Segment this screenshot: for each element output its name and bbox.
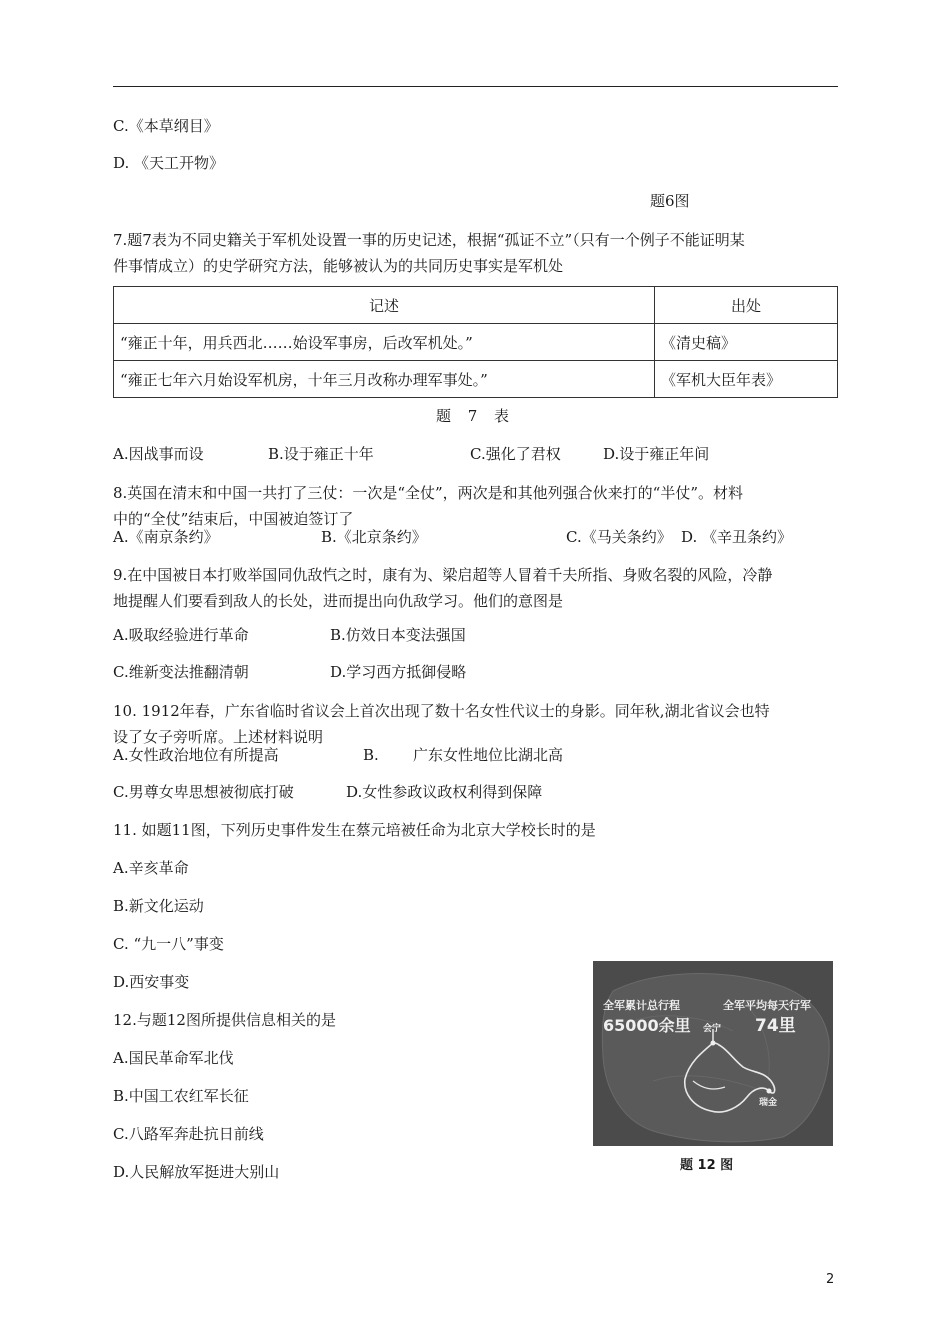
q11-option-b: B.新文化运动 <box>113 897 204 915</box>
q8-option-b: B.《北京条约》 <box>321 528 427 546</box>
q7-stem <box>113 227 838 279</box>
q10-option-a: A.女性政治地位有所提高 <box>113 746 279 764</box>
q12-stem: 12.与题12图所提供信息相关的是 <box>113 1011 336 1029</box>
table-header-record: 记述 <box>114 287 655 324</box>
map-place-huining: 会宁 <box>703 1024 722 1034</box>
q8-option-d: D. 《辛丑条约》 <box>681 528 793 546</box>
q8-option-c: C.《马关条约》 <box>566 528 672 546</box>
q6-option-c: C.《本草纲目》 <box>113 117 219 135</box>
q9-stem <box>113 562 838 614</box>
q6-option-d: D. 《天工开物》 <box>113 154 225 172</box>
q9-option-c: C.维新变法推翻清朝 <box>113 663 249 681</box>
q9-option-a: A.吸取经验进行革命 <box>113 626 249 644</box>
q7-stem-line1: 7.题7表为不同史籍关于军机处设置一事的历史记述，根据“孤证不立”（只有一个例子不能证明某 <box>113 231 745 249</box>
q8-stem <box>113 480 838 532</box>
map-value-total: 65000余里 <box>603 1016 691 1035</box>
q12-map-figure <box>593 961 833 1146</box>
q12-option-b: B.中国工农红军长征 <box>113 1087 249 1105</box>
q9-stem-line1: 9.在中国被日本打败举国同仇敌忾之时，康有为、梁启超等人冒着千夫所指、身败名裂的风险，冷静 <box>113 566 773 584</box>
q9-option-b: B.仿效日本变法强国 <box>330 626 466 644</box>
map-value-daily: 74里 <box>755 1016 796 1036</box>
q7-option-d: D.设于雍正年间 <box>603 445 710 463</box>
q12-option-c: C.八路军奔赴抗日前线 <box>113 1125 264 1143</box>
q10-option-d: D.女性参政议政权利得到保障 <box>346 783 543 801</box>
q7-option-a: A.因战事而设 <box>113 445 204 463</box>
map-place-ruijin: 瑞金 <box>759 1098 778 1108</box>
table-row <box>114 361 838 398</box>
table-header-row <box>114 287 838 324</box>
table-row <box>114 324 838 361</box>
q8-stem-line1: 8.英国在清末和中国一共打了三仗：一次是“全仗”，两次是和其他列强合伙来打的“半仗”。材料 <box>113 484 743 502</box>
table-header-source: 出处 <box>655 287 838 324</box>
q11-stem: 11. 如题11图，下列历史事件发生在蔡元培被任命为北京大学校长时的是 <box>113 821 596 839</box>
q10-option-b: 广东女性地位比湖北高 <box>413 746 564 764</box>
table-cell-source: 《清史稿》 <box>655 324 838 361</box>
q7-table <box>113 286 838 398</box>
q9-stem-line2: 地提醒人们要看到敌人的长处，进而提出向仇敌学习。他们的意图是 <box>113 592 564 610</box>
q12-figure-caption: 题 12 图 <box>680 1158 734 1173</box>
q8-stem-line2: 中的“全仗”结束后，中国被迫签订了 <box>113 510 354 528</box>
china-map-icon <box>593 961 833 1146</box>
q11-option-d: D.西安事变 <box>113 973 190 991</box>
q7-table-caption: 题 7 表 <box>435 407 516 425</box>
q12-option-d: D.人民解放军挺进大别山 <box>113 1163 280 1181</box>
q8-option-a: A.《南京条约》 <box>113 528 219 546</box>
map-label-total: 全军累计总行程 <box>603 999 680 1012</box>
table-cell-record: “雍正七年六月始设军机房，十年三月改称办理军事处。” <box>114 361 655 398</box>
q7-stem-line2: 件事情成立）的史学研究方法，能够被认为的共同历史事实是军机处 <box>113 257 564 275</box>
q7-option-c: C.强化了君权 <box>470 445 561 463</box>
q9-option-d: D.学习西方抵御侵略 <box>330 663 467 681</box>
header-rule <box>113 86 838 87</box>
q6-figure-caption: 题6图 <box>650 192 690 210</box>
q10-stem-line2: 设了女子旁听席。上述材料说明 <box>113 728 324 746</box>
page-number: 2 <box>826 1272 835 1287</box>
q10-stem <box>113 698 838 750</box>
q10-option-c: C.男尊女卑思想被彻底打破 <box>113 783 294 801</box>
q7-option-b: B.设于雍正十年 <box>268 445 374 463</box>
q10-option-b-letter: B. <box>363 746 379 764</box>
table-cell-record: “雍正十年，用兵西北……始设军事房，后改军机处。” <box>114 324 655 361</box>
q10-stem-line1: 10. 1912年春，广东省临时省议会上首次出现了数十名女性代议士的身影。同年秋,湖北省议会也特 <box>113 702 770 720</box>
q11-option-a: A.辛亥革命 <box>113 859 189 877</box>
q11-option-c: C. “九一八”事变 <box>113 935 224 953</box>
map-label-daily: 全军平均每天行军 <box>723 999 811 1012</box>
table-cell-source: 《军机大臣年表》 <box>655 361 838 398</box>
q12-option-a: A.国民革命军北伐 <box>113 1049 234 1067</box>
